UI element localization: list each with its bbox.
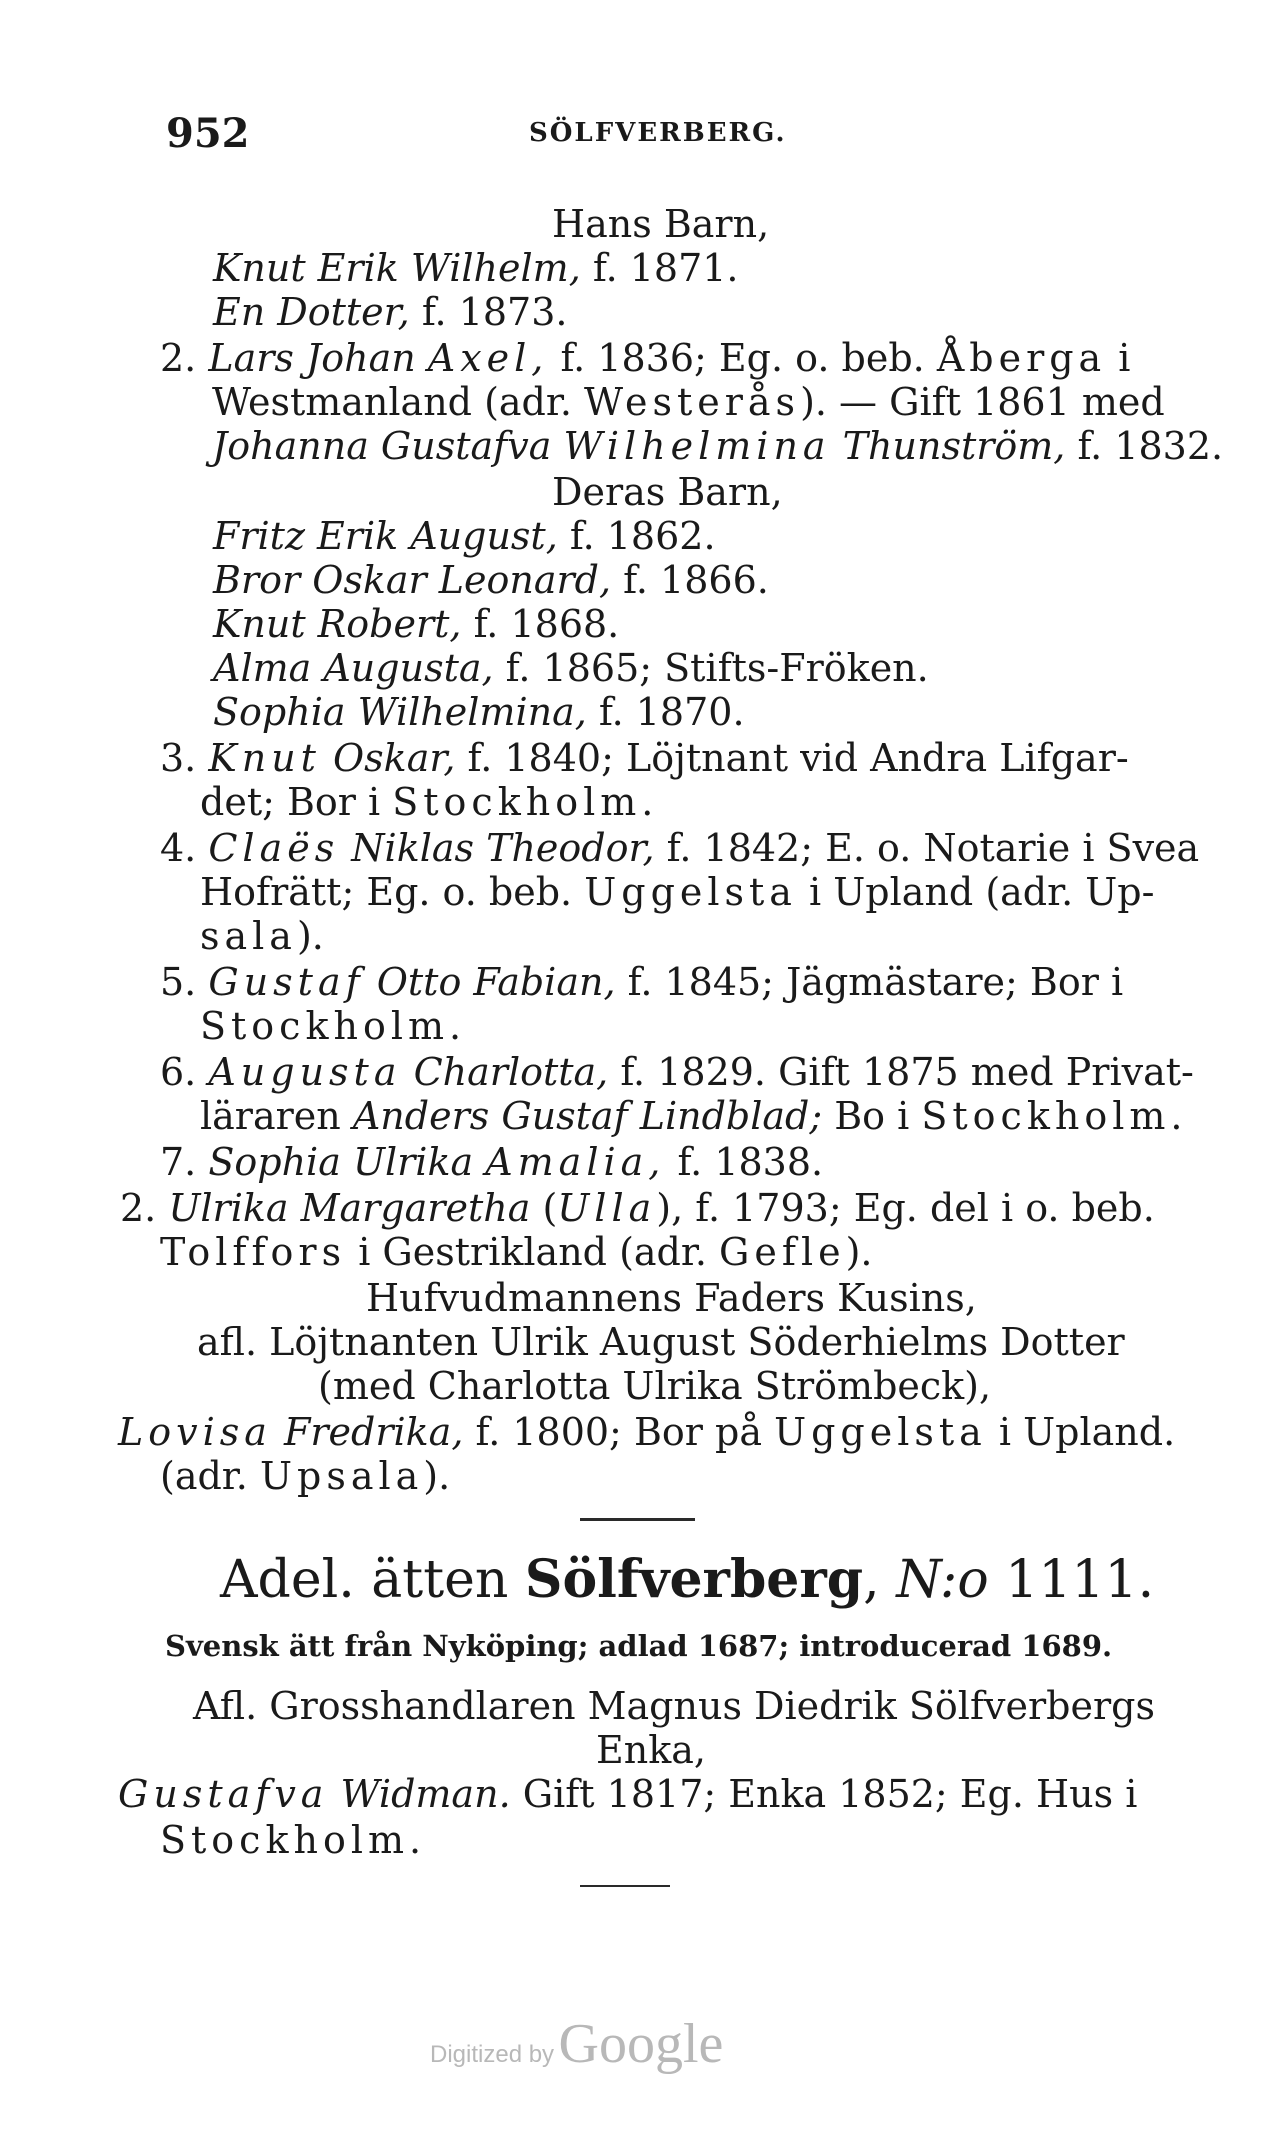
- text-line: Johanna Gustafva Wilhelmina Thunström, f. 1832.: [212, 424, 1224, 468]
- page-number: 952: [166, 110, 250, 157]
- text-line: Bror Oskar Leonard, f. 1866.: [213, 558, 769, 602]
- section-subtitle: Svensk ätt från Nyköping; adlad 1687; introducerad 1689.: [165, 1629, 1113, 1663]
- text-line: Fritz Erik August, f. 1862.: [213, 514, 716, 558]
- text-line: 6. Augusta Charlotta, f. 1829. Gift 1875 med Privat-: [160, 1050, 1194, 1094]
- text-line: 4. Claës Niklas Theodor, f. 1842; E. o. Notarie i Svea: [160, 826, 1200, 870]
- text-line: 3. Knut Oskar, f. 1840; Löjtnant vid Andra Lifgar-: [160, 736, 1129, 780]
- text-line: läraren Anders Gustaf Lindblad; Bo i Stockholm.: [200, 1094, 1183, 1138]
- section-divider: [580, 1518, 695, 1521]
- text-line: Lovisa Fredrika, f. 1800; Bor på Uggelsta i Upland.: [118, 1410, 1176, 1454]
- subheading-deras-barn: Deras Barn,: [552, 470, 783, 514]
- text-line: 2. Ulrika Margaretha (Ulla), f. 1793; Eg. del i o. beb.: [120, 1186, 1155, 1230]
- section-divider: [580, 1885, 670, 1887]
- digitized-watermark: Digitized by Google: [430, 2013, 724, 2075]
- text-line: (adr. Upsala).: [160, 1454, 451, 1498]
- section-heading: Adel. ätten Sölfverberg, N:o 1111.: [220, 1549, 1155, 1610]
- text-line: Gustafva Widman. Gift 1817; Enka 1852; Eg. Hus i: [118, 1772, 1138, 1816]
- text-line: Enka,: [596, 1728, 706, 1772]
- text-line: Afl. Grosshandlaren Magnus Diedrik Sölfverbergs: [193, 1684, 1155, 1728]
- subheading-kusins: Hufvudmannens Faders Kusins,: [366, 1276, 977, 1320]
- subheading-hans-barn: Hans Barn,: [552, 202, 770, 246]
- text-line: Knut Robert, f. 1868.: [213, 602, 620, 646]
- text-line: (med Charlotta Ulrika Strömbeck),: [318, 1364, 992, 1408]
- text-line: En Dotter, f. 1873.: [213, 290, 568, 334]
- text-line: 2. Lars Johan Axel, f. 1836; Eg. o. beb. Åberga i: [160, 336, 1131, 380]
- text-line: 5. Gustaf Otto Fabian, f. 1845; Jägmästare; Bor i: [160, 960, 1124, 1004]
- text-line: Stockholm.: [200, 1004, 467, 1048]
- text-line: det; Bor i Stockholm.: [200, 780, 654, 824]
- text-line: Tolffors i Gestrikland (adr. Gefle).: [160, 1230, 873, 1274]
- text-line: sala).: [200, 914, 324, 958]
- text-line: Hofrätt; Eg. o. beb. Uggelsta i Upland (adr. Up-: [200, 870, 1155, 914]
- text-line: 7. Sophia Ulrika Amalia, f. 1838.: [160, 1140, 824, 1184]
- text-line: Westmanland (adr. Westerås). — Gift 1861 med: [212, 380, 1165, 424]
- running-title: SÖLFVERBERG.: [529, 118, 787, 148]
- text-line: afl. Löjtnanten Ulrik August Söderhielms Dotter: [197, 1320, 1125, 1364]
- text-line: Sophia Wilhelmina, f. 1870.: [213, 690, 745, 734]
- text-line: Knut Erik Wilhelm, f. 1871.: [213, 246, 739, 290]
- text-line: Stockholm.: [160, 1818, 427, 1862]
- text-line: Alma Augusta, f. 1865; Stifts-Fröken.: [213, 646, 929, 690]
